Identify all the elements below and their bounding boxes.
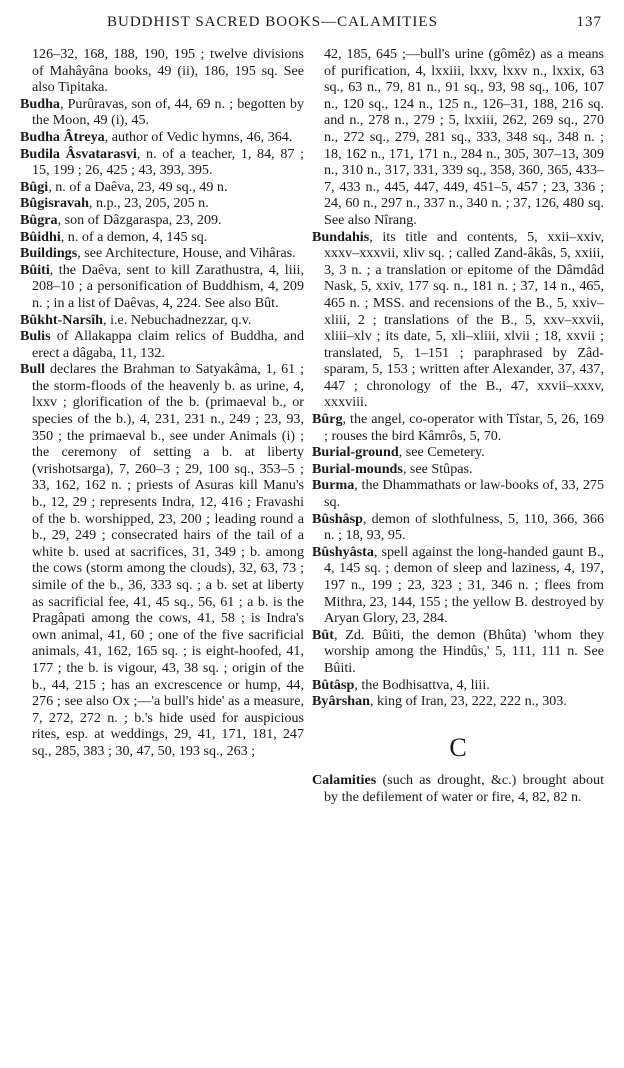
entry-text: , the Dhammathats or law-books of, 33, 275 sq. xyxy=(324,477,604,511)
running-title: BUDDHIST SACRED BOOKS—CALAMITIES xyxy=(107,14,438,30)
entry-headword: Bûidhi xyxy=(20,228,61,245)
index-entry xyxy=(20,129,304,146)
entry-headword: Bulis xyxy=(20,328,51,345)
entry-text: of Allakappa claim relics of Buddha, and erect a dâgaba, 11, 132. xyxy=(32,328,304,361)
index-entry xyxy=(20,195,304,212)
entry-text: (such as drought, &c.) brought about by the defilement of water or fire, 4, 82, 82 n. xyxy=(324,772,604,805)
entry-text: , i.e. Nebuchadnezzar, q.v. xyxy=(103,311,252,328)
index-entry xyxy=(20,245,304,262)
entry-headword: Bûgi xyxy=(20,178,49,195)
entry-headword: Bûgra xyxy=(20,211,58,228)
entry-text: 126–32, 168, 188, 190, 195 ; twelve divisions of Mahâyâna books, 49 (ii), 186, 195 sq. See also Tipitaka. xyxy=(32,46,304,96)
index-entry xyxy=(312,411,604,444)
entry-text: , spell against the long-handed gaunt B., 4, 145 sq. ; demon of sleep and laziness, 4, 197, 197 n., 199 ; 23, 323 ; 31, 346 n. ; flees from Mithra, 23, 144, 155 ; the yellow B. destroyed by Aryan Glory, 23, 284. xyxy=(324,543,604,627)
entry-headword: Bundahis xyxy=(312,228,370,245)
entry-text: declares the Brahman to Satyakâma, 1, 61 ; the storm-floods of the heavenly b. as urine, 4, lxxv ; glorification of the b. (primaeval b., or species of the b.), 4, 231, 231 n., 249 ; 23, 93, 350 ; the primaeval b., see under Animals (i) ; the ceremony of setting a b. at liberty (vrishotsarga), 7, 260–3 ; 29, 100 sq., 353–5 ; 33, 162, 162 n. ; priests of Asuras kill Manu's b., 12, 29 ; represents Indra, 12, 416 ; Fravashi of the b. worshipped, 23, 200 ; leading round a b., 29, 249 ; consecrated hairs of the tail of a white b. used at sacrifices, 31, 349 ; b. among the cows (storm among the clouds), 32, 63, 73 ; simile of the b., 36, 333 sq. ; a b. set at liberty as sacrificial fee, 41, 45 sq., 56, 61 ; a b. is the Pragâpati among the cows, 41, 58 ; is Indra's own animal, 41, 60 ; one of the five sacrificial animals, 41, 162, 165 sq. ; is eight-hoofed, 41, 177 ; the b. is vigour, 43, 38 sq. ; origin of the b., 44, 215 ; has an excrescence or hump, 44, 276 ; see also Ox ;—'a bull's hide' as a measure, 7, 272, 272 n. ; b.'s hide used for auspicious rites, esp. at weddings, 29, 41, 171, 181, 247 sq., 285, 383 ; 30, 47, 50, 193 sq., 263 ; xyxy=(32,361,304,759)
entry-text: , the Daêva, sent to kill Zarathustra, 4, liii, 208–10 ; a personification of Buddhism, 4, 209 n. ; in a list of Daêvas, 4, 224. See also Bût. xyxy=(32,261,304,311)
entry-headword: Budha Âtreya xyxy=(20,128,105,145)
entry-text: 42, 185, 645 ;—bull's urine (gômêz) as a means of purification, 4, lxxiii, lxxv, lxxv n., lxxix, 63 sq., 63 n., 79, 81 n., 91 sq., 93, 98 sq., 106, 107 n., 120 sq., 124 n., 125 n., 126–31, 188, 216 sq. and n., 278 n., 279 ; 5, lxxiii, 262, 269 sq., 270 n., 272 sq., 279, 281 sq., 333, 348 sq., 348 n. ; 18, 162 n., 171, 171 n., 284 n., 305, 307–13, 309 n., 310 n., 317, 331, 339 sq., 358, 360, 365, 433–7, 433 n., 445, 447, 449, 451–5, 457 ; 23, 336 ; 24, 60 n., 297 n., 337 n., 340 n. ; 37, 126, 480 sq. See also Nîrang. xyxy=(324,46,604,228)
entry-headword: Byârshan xyxy=(312,693,370,710)
index-entry xyxy=(312,511,604,544)
entry-text: , demon of slothfulness, 5, 110, 366, 366 n. ; 18, 93, 95. xyxy=(324,510,604,544)
index-entry xyxy=(312,693,604,710)
index-entry xyxy=(20,96,304,129)
index-entry xyxy=(312,477,604,510)
entry-headword: Bûkht-Narsîh xyxy=(20,311,104,328)
index-entry xyxy=(20,212,304,229)
entry-headword: Bûgisravah xyxy=(20,195,89,212)
entry-headword: Bût xyxy=(312,626,334,643)
index-entry xyxy=(20,46,304,96)
index-entry xyxy=(20,328,304,361)
entry-text: , n. of a Daêva, 23, 49 sq., 49 n. xyxy=(48,178,228,195)
entry-headword: Burial-ground xyxy=(312,444,399,461)
entry-headword: Bûshâsp xyxy=(312,510,363,527)
entry-text: , n. of a teacher, 1, 84, 87 ; 15, 199 ; 26, 425 ; 43, 393, 395. xyxy=(32,145,304,179)
page-header xyxy=(22,14,602,36)
entry-text: , Zd. Bûiti, the demon (Bhûta) 'whom they worship among the Hindûs,' 5, 111, 111 n. See Bûiti. xyxy=(324,626,604,676)
section-letter: C xyxy=(449,732,467,762)
entry-text: , n.p., 23, 205, 205 n. xyxy=(88,195,209,212)
entry-text: , n. of a demon, 4, 145 sq. xyxy=(60,228,208,245)
index-entry xyxy=(20,262,304,312)
entry-headword: Bûrg xyxy=(312,411,343,428)
entry-headword: Bûshyâsta xyxy=(312,543,374,560)
entry-text: , king of Iran, 23, 222, 222 n., 303. xyxy=(369,693,567,710)
left-column xyxy=(20,46,304,760)
index-entry xyxy=(312,229,604,412)
entry-text: , see Stûpas. xyxy=(402,460,473,477)
index-entry xyxy=(20,179,304,196)
index-entry xyxy=(20,146,304,179)
index-entry xyxy=(312,544,604,627)
index-entry xyxy=(312,444,604,461)
entry-text: , the Bodhisattva, 4, liii. xyxy=(354,676,490,693)
index-entry xyxy=(312,461,604,478)
index-entry xyxy=(20,312,304,329)
right-column xyxy=(312,46,604,806)
index-entry xyxy=(20,361,304,759)
entry-text: , the angel, co-operator with Tîstar, 5, 26, 169 ; rouses the bird Kâmrôs, 5, 70. xyxy=(324,411,604,444)
entry-headword: Bull xyxy=(20,361,46,378)
entry-headword: Budila Âsvatarasvi xyxy=(20,145,137,162)
entry-headword: Bûiti xyxy=(20,261,50,278)
index-entry xyxy=(312,627,604,677)
entry-text: , son of Dâzgaraspa, 23, 209. xyxy=(57,211,222,228)
index-entry xyxy=(20,229,304,246)
entry-text: , see Cemetery. xyxy=(398,444,485,461)
entry-headword: Burma xyxy=(312,477,355,494)
page-number: 137 xyxy=(576,14,602,30)
entry-headword: Calamities xyxy=(312,772,377,789)
entry-headword: Burial-mounds xyxy=(312,460,403,477)
entry-text: , Purûravas, son of, 44, 69 n. ; begotten by the Moon, 49 (i), 45. xyxy=(32,95,304,129)
entry-headword: Buildings xyxy=(20,245,78,262)
index-entry xyxy=(312,677,604,694)
index-entry xyxy=(312,46,604,229)
index-entry xyxy=(312,772,604,805)
entry-headword: Budha xyxy=(20,95,60,112)
entry-text: , author of Vedic hymns, 46, 364. xyxy=(104,128,293,145)
entry-text: , its title and contents, 5, xxii–xxiv, xxxv–xxxvii, xliv sq. ; called Zand-âkâs, 5, xxiii, 3, 3 n. ; a translation or epitome of the Dâmdâd Nask, 5, xxiv, 177 sq. n., 181 n. ; 37, 14 n., 465, 465 n. ; MSS. and recensions of the B., 5, xxiv–xliii, 2 ; translations of the B., 5, xxv–xxvii, xliii–xlv ; its date, 5, xli–xliii, xlvii ; 18, xxvii ; translated, 5, 1–151 ; paraphrased by Zâd-sparam, 5, 153 ; written after Alexander, 37, 437, 447 ; chronology of the B., 47, xxvii–xxxv, xxxviii. xyxy=(324,228,604,411)
entry-headword: Bûtâsp xyxy=(312,676,355,693)
entry-text: , see Architecture, House, and Vihâras. xyxy=(77,245,296,262)
